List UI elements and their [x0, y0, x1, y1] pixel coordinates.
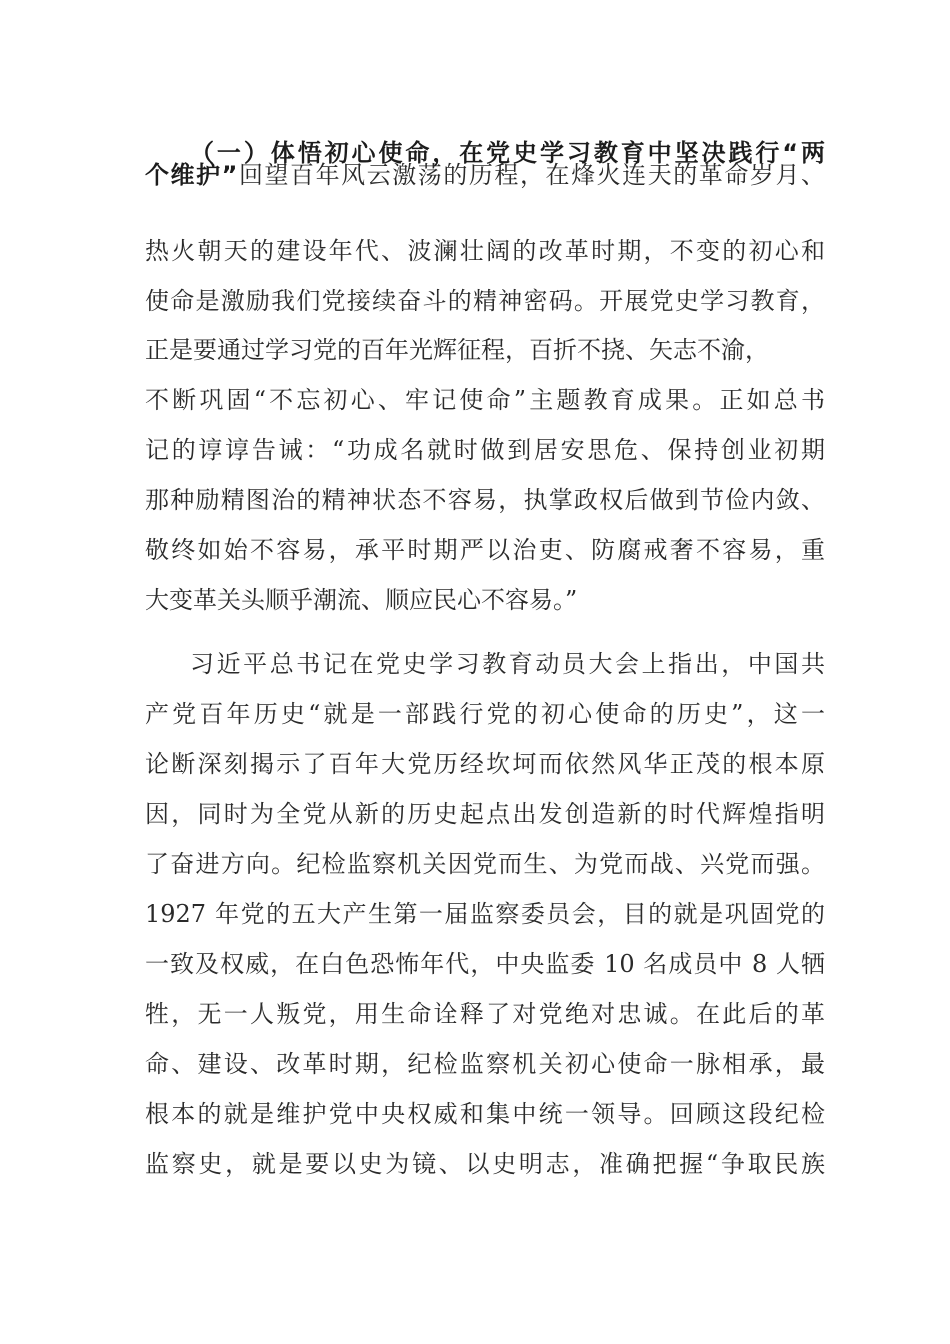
- paragraph-2-line-9: [145, 1038, 825, 1090]
- paragraph-1-line-7: [145, 424, 825, 476]
- body-text: 回望百年风云激荡的历程，在烽火连天的革命岁月、: [237, 161, 825, 189]
- paragraph-2-line-3: [145, 738, 825, 790]
- section-heading-end: 个维护”: [145, 161, 238, 189]
- paragraph-1-line-6: [145, 374, 825, 426]
- paragraph-1-line-8: [145, 474, 825, 526]
- body-text: 习近平总书记在党史学习教育动员大会上指出，中国共: [190, 650, 825, 678]
- paragraph-1-line-3: [145, 225, 825, 277]
- body-text: 论断深刻揭示了百年大党历经坎坷而依然风华正茂的根本原: [145, 750, 825, 778]
- paragraph-1-line-9: [145, 524, 825, 576]
- paragraph-2-line-11: [145, 1138, 825, 1190]
- paragraph-2-line-10: [145, 1088, 825, 1140]
- body-text: 产党百年历史“就是一部践行党的初心使命的历史”，这一: [145, 700, 825, 728]
- paragraph-1-line-4: [145, 275, 825, 327]
- body-text: 热火朝天的建设年代、波澜壮阔的改革时期，不变的初心和: [145, 237, 825, 265]
- body-text: 根本的就是维护党中央权威和集中统一领导。回顾这段纪检: [145, 1100, 825, 1128]
- body-text: 命、建设、改革时期，纪检监察机关初心使命一脉相承，最: [145, 1050, 825, 1078]
- paragraph-2-line-2: [145, 688, 825, 740]
- body-text: 一致及权威，在白色恐怖年代，中央监委 10 名成员中 8 人牺: [145, 950, 825, 978]
- section-heading: （一）体悟初心使命，在党史学习教育中坚决践行“两: [190, 139, 825, 167]
- body-text: 那种励精图治的精神状态不容易，执掌政权后做到节俭内敛、: [145, 486, 825, 514]
- paragraph-2-line-4: [145, 788, 825, 840]
- paragraph-2-line-1: [190, 638, 825, 690]
- body-text: 牲，无一人叛党，用生命诠释了对党绝对忠诚。在此后的革: [145, 1000, 825, 1028]
- body-text: 因，同时为全党从新的历史起点出发创造新的时代辉煌指明: [145, 800, 825, 828]
- body-text: 正是要通过学习党的百年光辉征程，百折不挠、矢志不渝，: [145, 336, 769, 364]
- paragraph-2-line-7: [145, 938, 825, 990]
- paragraph-2-line-5: [145, 838, 825, 890]
- body-text: 使命是激励我们党接续奋斗的精神密码。开展党史学习教育，: [145, 287, 825, 315]
- paragraph-2-line-8: [145, 988, 825, 1040]
- body-text: 不断巩固“不忘初心、牢记使命”主题教育成果。正如总书: [145, 386, 825, 414]
- body-text: 记的谆谆告诫：“功成名就时做到居安思危、保持创业初期: [145, 436, 825, 464]
- body-text: 1927 年党的五大产生第一届监察委员会，目的就是巩固党的: [145, 900, 825, 928]
- body-text: 敬终如始不容易，承平时期严以治吏、防腐戒奢不容易，重: [145, 536, 825, 564]
- body-text: 大变革关头顺乎潮流、顺应民心不容易。”: [145, 586, 578, 614]
- paragraph-1-line-5: [145, 324, 825, 376]
- paragraph-2-line-6: [145, 888, 825, 940]
- paragraph-1-line-2: [145, 149, 825, 201]
- paragraph-1-line-10: [145, 574, 825, 626]
- body-text: 了奋进方向。纪检监察机关因党而生、为党而战、兴党而强。: [145, 850, 825, 878]
- body-text: 监察史，就是要以史为镜、以史明志，准确把握“争取民族: [145, 1150, 825, 1178]
